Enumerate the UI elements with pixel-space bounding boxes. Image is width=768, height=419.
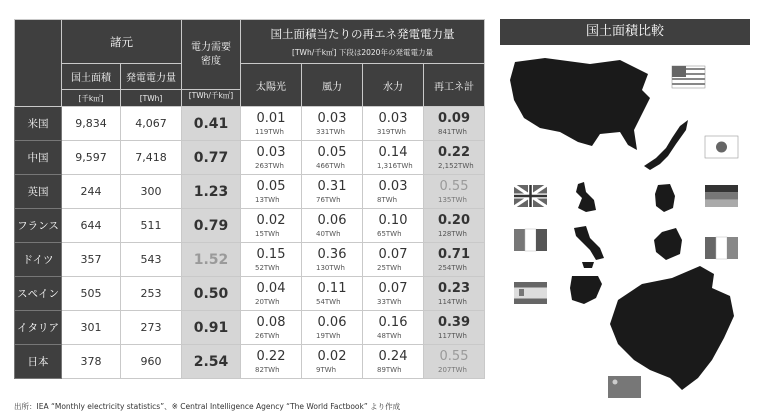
wind-twh: 54TWh [316,297,341,306]
wind-twh: 331TWh [316,127,345,136]
re-total-twh: 114TWh [438,297,467,306]
solar-value: 0.22 [256,348,286,364]
generation-value: 960 [121,345,182,379]
wind-cell [302,243,363,277]
hydro-cell [363,209,424,243]
solar-value: 0.08 [256,314,286,330]
generation-value: 273 [121,311,182,345]
wind-twh: 19TWh [316,331,341,340]
table-row [15,311,485,345]
wind-twh: 466TWh [316,161,345,170]
solar-value: 0.05 [256,178,286,194]
re-subheader: [TWh/千k㎡] 下段は2020年の発電電力量 [292,47,433,57]
area-value: 9,834 [62,107,121,141]
hydro-value: 0.24 [378,348,408,364]
country-label: 米国 [15,107,62,141]
hydro-twh: 33TWh [377,297,402,306]
solar-cell [241,141,302,175]
solar-col-header: 太陽光 [241,64,302,107]
solar-value: 0.04 [256,280,286,296]
usa-map-shape [510,58,650,150]
solar-twh: 119TWh [255,127,284,136]
spain-flag-icon [514,282,547,304]
germany-map-shape [655,184,675,212]
country-label: 日本 [15,345,62,379]
wind-twh: 9TWh [316,365,337,374]
re-total-twh: 254TWh [438,263,467,272]
solar-twh: 26TWh [255,331,280,340]
solar-cell [241,345,302,379]
table-row [15,107,485,141]
hydro-cell [363,345,424,379]
solar-twh: 82TWh [255,365,280,374]
re-total-cell [424,175,485,209]
china-flag-icon [608,376,641,398]
china-map-shape [610,266,734,390]
demand-density-value: 0.91 [182,311,241,345]
re-total-twh: 841TWh [438,127,467,136]
wind-value: 0.05 [317,144,347,160]
japan-flag-icon [705,136,738,158]
italy-map-shape [574,226,604,268]
wind-value: 0.02 [317,348,347,364]
solar-cell [241,277,302,311]
hydro-cell [363,311,424,345]
re-total-cell [424,209,485,243]
re-total-value: 0.23 [437,280,471,296]
wind-value: 0.36 [317,246,347,262]
wind-value: 0.06 [317,314,347,330]
solar-twh: 13TWh [255,195,280,204]
wind-cell [302,141,363,175]
wind-col-header: 風力 [302,64,363,107]
hydro-twh: 25TWh [377,263,402,272]
hydro-twh: 8TWh [377,195,398,204]
table-row [15,175,485,209]
wind-value: 0.31 [317,178,347,194]
re-total-value: 0.55 [439,178,469,194]
demand-unit: [TWh/千k㎡] [182,90,241,107]
demand-density-value: 2.54 [182,345,241,379]
re-total-cell [424,345,485,379]
solar-cell [241,175,302,209]
area-value: 378 [62,345,121,379]
area-col-header: 国土面積 [62,64,121,90]
area-value: 244 [62,175,121,209]
gen-col-header: 発電電力量 [121,64,182,90]
wind-twh: 76TWh [316,195,341,204]
demand-density-value: 0.77 [182,141,241,175]
country-label: 中国 [15,141,62,175]
table-row [15,243,485,277]
re-header-title: 国土面積当たりの再エネ発電電力量 [270,26,455,41]
generation-value: 543 [121,243,182,277]
hydro-twh: 48TWh [377,331,402,340]
energy-comparison-table [14,19,485,379]
area-unit: [千k㎡] [62,90,121,107]
hydro-value: 0.03 [378,110,408,126]
source-note: 出所：IEA “Monthly electricity statistics”、※ Central Intelligence Agency “The World Factbook” より作成 [14,402,401,411]
country-label: イタリア [15,311,62,345]
demand-density-value: 1.23 [182,175,241,209]
hydro-value: 0.10 [378,212,408,228]
re-total-value: 0.55 [439,348,469,364]
hydro-twh: 1,316TWh [377,161,413,170]
us-flag-icon [672,66,705,88]
area-value: 357 [62,243,121,277]
area-value: 644 [62,209,121,243]
map-title: 国土面積比較 [500,19,750,45]
re-total-value: 0.09 [437,110,471,126]
hydro-value: 0.03 [378,178,408,194]
demand-density-header: 電力需要 密度 [182,20,241,90]
hydro-cell [363,107,424,141]
re-total-value: 0.22 [437,144,471,160]
hydro-value: 0.07 [378,246,408,262]
re-total-twh: 117TWh [438,331,467,340]
france-map-shape [654,228,682,260]
country-label: フランス [15,209,62,243]
hydro-twh: 319TWh [377,127,406,136]
demand-density-value: 0.50 [182,277,241,311]
wind-value: 0.03 [317,110,347,126]
solar-cell [241,209,302,243]
area-value: 301 [62,311,121,345]
country-label: ドイツ [15,243,62,277]
gen-unit: [TWh] [121,90,182,107]
re-total-twh: 128TWh [438,229,467,238]
uk-map-shape [576,182,596,212]
area-comparison-map [500,48,760,398]
france-flag-icon [705,237,738,259]
germany-flag-icon [705,185,738,207]
table-row [15,345,485,379]
re-total-col-header: 再工ネ計 [424,64,485,107]
hydro-cell [363,243,424,277]
country-label: スペイン [15,277,62,311]
wind-twh: 130TWh [316,263,345,272]
solar-value: 0.15 [256,246,286,262]
re-total-cell [424,243,485,277]
generation-value: 7,418 [121,141,182,175]
solar-twh: 52TWh [255,263,280,272]
solar-value: 0.02 [256,212,286,228]
japan-map-shape [644,120,688,170]
area-value: 9,597 [62,141,121,175]
re-total-twh: 207TWh [438,365,467,374]
wind-cell [302,277,363,311]
hydro-twh: 65TWh [377,229,402,238]
table-row [15,209,485,243]
generation-value: 4,067 [121,107,182,141]
re-total-value: 0.20 [437,212,471,228]
spec-header: 諸元 [62,20,182,64]
solar-cell [241,243,302,277]
table-row [15,141,485,175]
re-total-value: 0.71 [437,246,471,262]
solar-value: 0.03 [256,144,286,160]
wind-cell [302,175,363,209]
wind-cell [302,345,363,379]
wind-cell [302,209,363,243]
generation-value: 253 [121,277,182,311]
demand-density-value: 1.52 [182,243,241,277]
hydro-value: 0.14 [378,144,408,160]
hydro-value: 0.07 [378,280,408,296]
re-total-cell [424,107,485,141]
solar-cell [241,107,302,141]
re-total-cell [424,141,485,175]
spain-map-shape [570,276,602,304]
hydro-cell [363,277,424,311]
solar-twh: 263TWh [255,161,284,170]
generation-value: 511 [121,209,182,243]
solar-twh: 15TWh [255,229,280,238]
italy-flag-icon [514,229,547,251]
wind-twh: 40TWh [316,229,341,238]
table-row [15,277,485,311]
solar-cell [241,311,302,345]
re-total-twh: 135TWh [438,195,467,204]
corner-header-cell [15,20,62,107]
hydro-twh: 89TWh [377,365,402,374]
wind-cell [302,107,363,141]
re-header-cell [241,20,485,64]
wind-cell [302,311,363,345]
re-total-cell [424,311,485,345]
hydro-col-header: 水力 [363,64,424,107]
wind-value: 0.11 [317,280,347,296]
re-total-value: 0.39 [437,314,471,330]
hydro-cell [363,175,424,209]
area-value: 505 [62,277,121,311]
generation-value: 300 [121,175,182,209]
demand-density-value: 0.79 [182,209,241,243]
solar-value: 0.01 [256,110,286,126]
demand-density-value: 0.41 [182,107,241,141]
hydro-cell [363,141,424,175]
uk-flag-icon [514,185,547,207]
country-label: 英国 [15,175,62,209]
solar-twh: 20TWh [255,297,280,306]
wind-value: 0.06 [317,212,347,228]
re-total-cell [424,277,485,311]
re-total-twh: 2,152TWh [438,161,474,170]
hydro-value: 0.16 [378,314,408,330]
